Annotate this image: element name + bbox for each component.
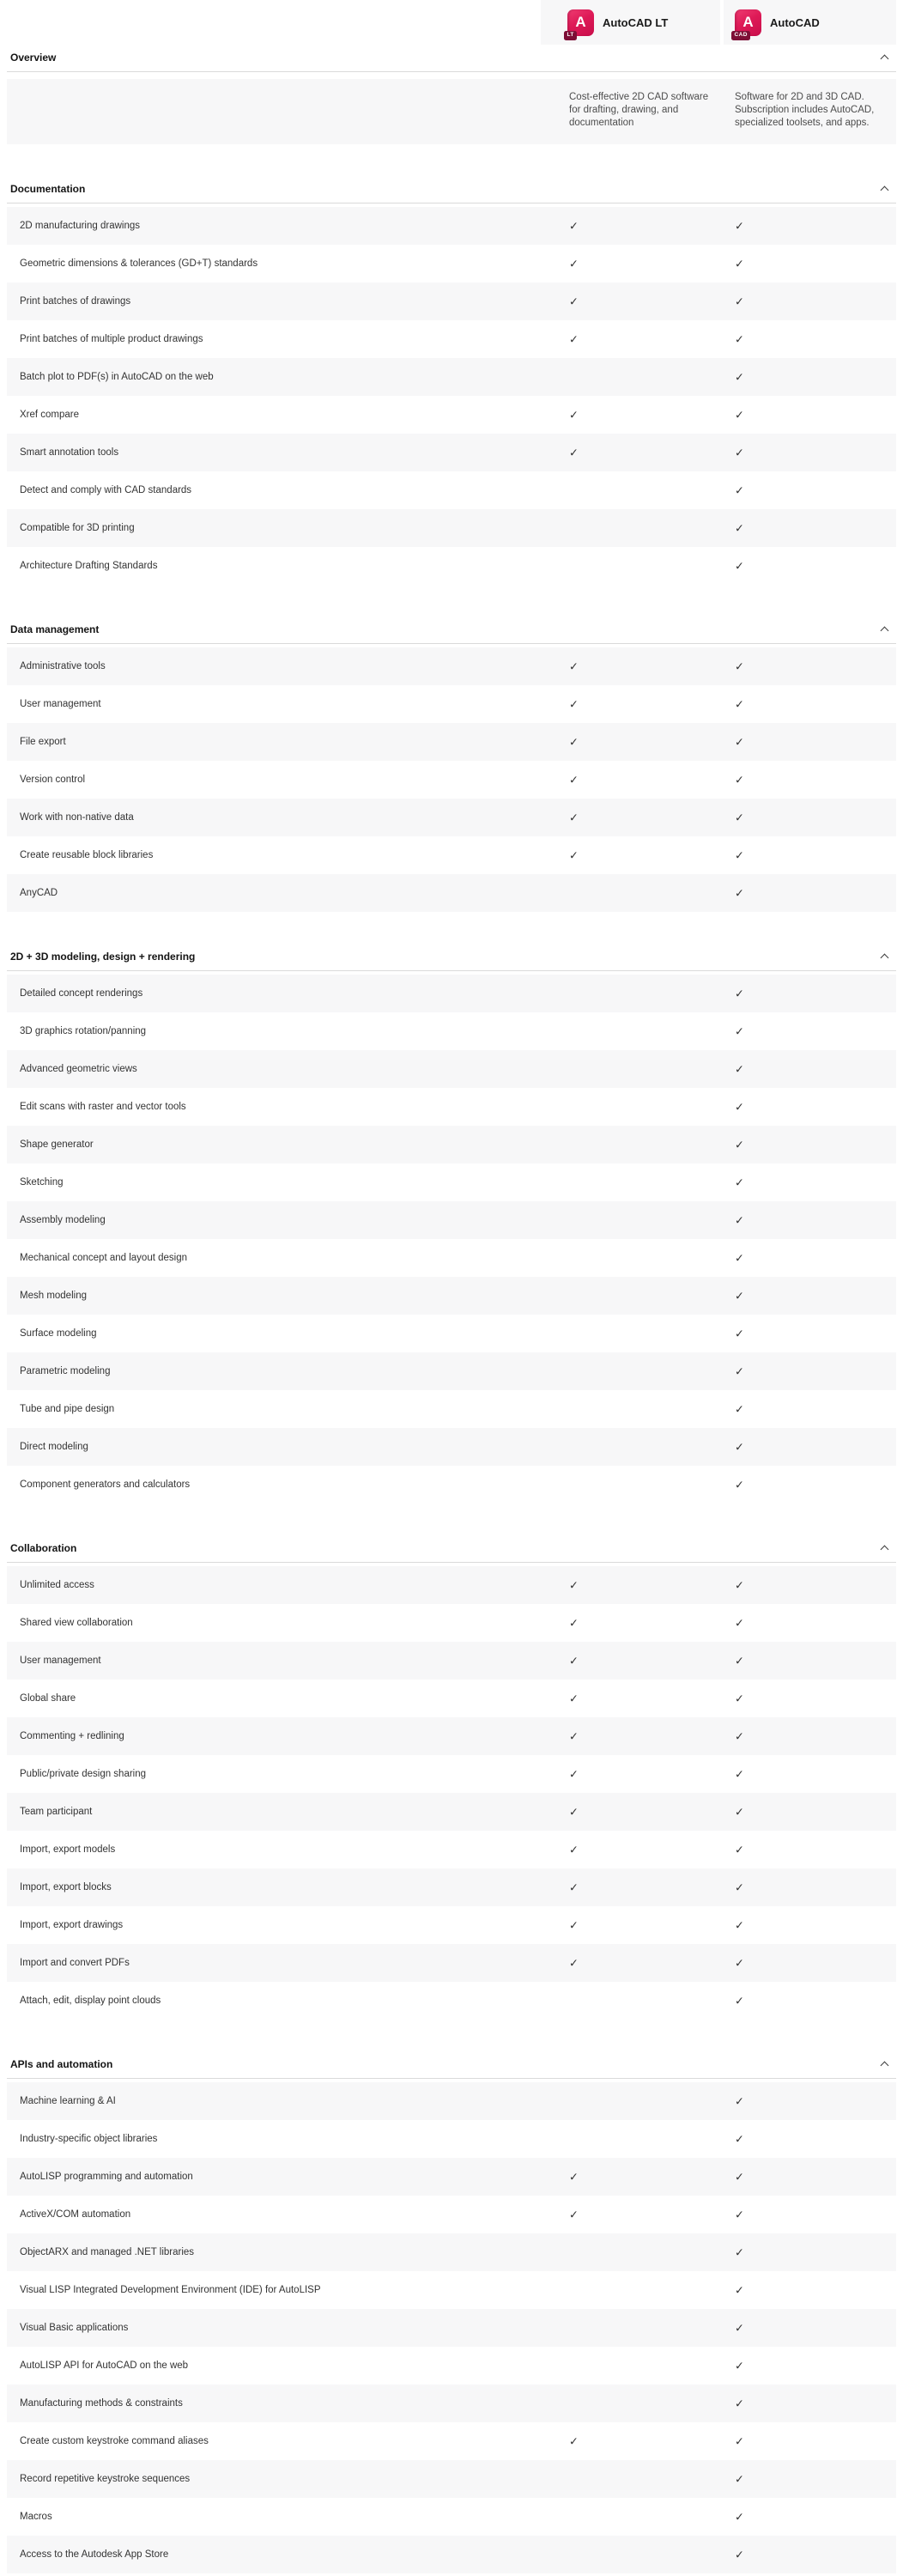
check-icon-autocad: ✓ [735,2359,744,2372]
autocad-lt-logo-icon [567,9,594,36]
check-icon-autocad-lt: ✓ [569,1805,579,1819]
check-icon-autocad: ✓ [735,848,744,862]
chevron-up-icon[interactable] [881,627,889,635]
feature-label: Xref compare [20,410,80,420]
feature-label: Access to the Autodesk App Store [20,2549,169,2560]
feature-row [7,723,896,761]
section-apis-and-automation [7,2058,896,2573]
check-icon-autocad-lt: ✓ [569,2170,579,2184]
section-title: Data management [10,623,100,635]
section-header-overview[interactable] [7,52,896,72]
check-icon-autocad: ✓ [735,1578,744,1592]
feature-label: Tube and pipe design [20,1404,115,1414]
feature-row [7,1163,896,1201]
feature-row [7,471,896,509]
feature-row [7,2309,896,2347]
check-icon-autocad-lt: ✓ [569,1729,579,1743]
check-icon-autocad: ✓ [735,1918,744,1932]
feature-row [7,1126,896,1163]
check-icon-autocad-lt: ✓ [569,848,579,862]
feature-row [7,283,896,320]
check-icon-autocad: ✓ [735,1327,744,1340]
feature-row [7,245,896,283]
check-icon-autocad: ✓ [735,1440,744,1454]
feature-label: Import and convert PDFs [20,1958,130,1968]
check-icon-autocad-lt: ✓ [569,811,579,824]
check-icon-autocad-lt: ✓ [569,659,579,673]
check-icon-autocad: ✓ [735,2510,744,2524]
feature-label: Import, export models [20,1844,116,1855]
feature-label: Team participant [20,1807,93,1817]
section-title: Documentation [10,183,86,195]
check-icon-autocad: ✓ [735,1654,744,1668]
check-icon-autocad: ✓ [735,1729,744,1743]
feature-label: Detect and comply with CAD standards [20,485,192,495]
check-icon-autocad: ✓ [735,332,744,346]
feature-label: ActiveX/COM automation [20,2209,131,2220]
feature-row [7,799,896,836]
check-icon-autocad: ✓ [735,2170,744,2184]
check-icon-autocad: ✓ [735,2283,744,2297]
feature-label: Architecture Drafting Standards [20,561,158,571]
product-description-acad: Software for 2D and 3D CAD. Subscription includes AutoCAD, specialized toolsets, and apps. [735,92,875,128]
feature-label: Shared view collaboration [20,1618,133,1628]
check-icon-autocad: ✓ [735,1805,744,1819]
feature-label: Public/private design sharing [20,1769,147,1779]
check-icon-autocad-lt: ✓ [569,446,579,459]
feature-row [7,1315,896,1352]
feature-label: Mechanical concept and layout design [20,1253,187,1263]
feature-label: User management [20,699,101,709]
feature-label: Batch plot to PDF(s) in AutoCAD on the web [20,372,214,382]
section-overview [7,52,896,144]
feature-row [7,2385,896,2422]
feature-label: AnyCAD [20,888,58,898]
chevron-up-icon[interactable] [881,1546,889,1554]
feature-label: Mesh modeling [20,1291,87,1301]
section-title: Collaboration [10,1542,77,1554]
product-header-autocad-lt [541,0,720,45]
feature-row [7,547,896,585]
check-icon-autocad: ✓ [735,1364,744,1378]
feature-row [7,1428,896,1466]
feature-row [7,2271,896,2309]
feature-label: AutoLISP API for AutoCAD on the web [20,2360,189,2371]
feature-label: Shape generator [20,1139,94,1150]
section-header-documentation[interactable] [7,183,896,204]
feature-row [7,1831,896,1868]
feature-row [7,1390,896,1428]
check-icon-autocad-lt: ✓ [569,295,579,308]
feature-rows [7,2082,896,2573]
check-icon-autocad: ✓ [735,659,744,673]
check-icon-autocad: ✓ [735,886,744,900]
feature-row [7,2498,896,2536]
feature-row [7,1906,896,1944]
product-name: AutoCAD LT [603,15,669,29]
check-icon-autocad-lt: ✓ [569,1767,579,1781]
feature-label: Print batches of drawings [20,296,131,307]
check-icon-autocad: ✓ [735,1289,744,1303]
check-icon-autocad-lt: ✓ [569,773,579,787]
check-icon-autocad: ✓ [735,2434,744,2448]
feature-row [7,396,896,434]
feature-label: Work with non-native data [20,812,134,823]
check-icon-autocad: ✓ [735,1692,744,1705]
feature-row [7,1201,896,1239]
check-icon-autocad: ✓ [735,295,744,308]
check-icon-autocad-lt: ✓ [569,1654,579,1668]
feature-row [7,1604,896,1642]
check-icon-autocad-lt: ✓ [569,697,579,711]
check-icon-autocad: ✓ [735,735,744,749]
check-icon-autocad-lt: ✓ [569,1918,579,1932]
feature-rows [7,1566,896,2020]
feature-row [7,874,896,912]
feature-label: 2D manufacturing drawings [20,221,140,231]
feature-label: Manufacturing methods & constraints [20,2398,183,2409]
feature-label: Machine learning & AI [20,2096,116,2106]
feature-row [7,2120,896,2158]
check-icon-autocad: ✓ [735,697,744,711]
feature-label: Direct modeling [20,1442,88,1452]
feature-row [7,1239,896,1277]
logo-letter: A [742,13,754,30]
section-header-2d-3d-modeling-design-rendering[interactable] [7,951,896,971]
feature-label: Industry-specific object libraries [20,2134,158,2144]
chevron-up-icon[interactable] [881,186,889,195]
check-icon-autocad: ✓ [735,1478,744,1492]
feature-row [7,836,896,874]
feature-label: Macros [20,2512,52,2522]
feature-label: Record repetitive keystroke sequences [20,2474,191,2484]
feature-label: 3D graphics rotation/panning [20,1026,147,1036]
product-descriptions-row [7,79,896,144]
check-icon-autocad: ✓ [735,2132,744,2146]
feature-label: Parametric modeling [20,1366,111,1376]
check-icon-autocad-lt: ✓ [569,1578,579,1592]
check-icon-autocad-lt: ✓ [569,219,579,233]
feature-row [7,434,896,471]
feature-label: Import, export drawings [20,1920,124,1930]
feature-row [7,320,896,358]
feature-label: Assembly modeling [20,1215,106,1225]
check-icon-autocad: ✓ [735,1956,744,1970]
feature-row [7,1050,896,1088]
product-header-autocad [724,0,896,45]
feature-row [7,2536,896,2573]
feature-label: Print batches of multiple product drawings [20,334,203,344]
feature-row [7,1352,896,1390]
feature-row [7,1793,896,1831]
check-icon-autocad-lt: ✓ [569,735,579,749]
section-2d-3d-modeling-design-rendering [7,951,896,1504]
check-icon-autocad: ✓ [735,987,744,1000]
check-icon-autocad-lt: ✓ [569,1843,579,1856]
feature-row [7,1566,896,1604]
check-icon-autocad-lt: ✓ [569,332,579,346]
feature-label: Unlimited access [20,1580,94,1590]
section-collaboration [7,1542,896,2020]
feature-row [7,1277,896,1315]
section-header-collaboration[interactable] [7,1542,896,1563]
feature-label: File export [20,737,66,747]
check-icon-autocad: ✓ [735,2321,744,2335]
section-title: 2D + 3D modeling, design + rendering [10,951,196,963]
feature-row [7,1088,896,1126]
feature-label: Import, export blocks [20,1882,112,1893]
feature-row [7,685,896,723]
feature-row [7,2196,896,2233]
feature-row [7,2233,896,2271]
feature-row [7,2347,896,2385]
feature-row [7,1642,896,1680]
chevron-up-icon[interactable] [881,2062,889,2070]
check-icon-autocad-lt: ✓ [569,1692,579,1705]
feature-label: Geometric dimensions & tolerances (GD+T) standards [20,258,258,269]
check-icon-autocad: ✓ [735,1616,744,1630]
check-icon-autocad: ✓ [735,1251,744,1265]
check-icon-autocad: ✓ [735,811,744,824]
check-icon-autocad: ✓ [735,257,744,270]
feature-label: Commenting + redlining [20,1731,124,1741]
feature-row [7,2422,896,2460]
feature-rows [7,647,896,912]
feature-row [7,647,896,685]
section-header-apis-and-automation[interactable] [7,2058,896,2079]
check-icon-autocad: ✓ [735,1767,744,1781]
check-icon-autocad: ✓ [735,483,744,497]
feature-row [7,2158,896,2196]
feature-row [7,1680,896,1717]
feature-label: Component generators and calculators [20,1479,191,1490]
feature-label: Compatible for 3D printing [20,523,135,533]
check-icon-autocad: ✓ [735,408,744,422]
check-icon-autocad: ✓ [735,1024,744,1038]
check-icon-autocad-lt: ✓ [569,408,579,422]
feature-label: Create reusable block libraries [20,850,154,860]
feature-row [7,1944,896,1982]
feature-rows [7,975,896,1504]
feature-label: User management [20,1656,101,1666]
section-title: Overview [10,52,57,64]
feature-label: Visual LISP Integrated Development Environment (IDE) for AutoLISP [20,2285,321,2295]
check-icon-autocad: ✓ [735,2397,744,2410]
check-icon-autocad: ✓ [735,2208,744,2221]
section-documentation [7,183,896,585]
check-icon-autocad-lt: ✓ [569,1616,579,1630]
chevron-up-icon[interactable] [881,954,889,963]
feature-row [7,207,896,245]
feature-label: Smart annotation tools [20,447,119,458]
feature-row [7,2082,896,2120]
product-name: AutoCAD [770,15,820,29]
check-icon-autocad: ✓ [735,1994,744,2008]
feature-label: ObjectARX and managed .NET libraries [20,2247,195,2257]
feature-row [7,509,896,547]
feature-row [7,975,896,1012]
feature-rows [7,207,896,585]
check-icon-autocad: ✓ [735,521,744,535]
sections [7,52,896,2573]
check-icon-autocad-lt: ✓ [569,2434,579,2448]
section-title: APIs and automation [10,2058,113,2070]
feature-label: AutoLISP programming and automation [20,2172,193,2182]
feature-label: Administrative tools [20,661,106,671]
feature-label: Global share [20,1693,76,1704]
check-icon-autocad: ✓ [735,1402,744,1416]
check-icon-autocad: ✓ [735,1100,744,1114]
check-icon-autocad-lt: ✓ [569,257,579,270]
check-icon-autocad: ✓ [735,1213,744,1227]
check-icon-autocad: ✓ [735,2548,744,2561]
feature-row [7,1755,896,1793]
feature-row [7,2460,896,2498]
products-header [7,0,896,45]
chevron-up-icon[interactable] [881,55,889,64]
check-icon-autocad: ✓ [735,446,744,459]
check-icon-autocad: ✓ [735,1843,744,1856]
feature-label: Sketching [20,1177,64,1188]
feature-row [7,1982,896,2020]
logo-letter: A [575,13,586,30]
check-icon-autocad: ✓ [735,2094,744,2108]
logo-badge: CAD [731,31,750,40]
check-icon-autocad: ✓ [735,2472,744,2486]
check-icon-autocad: ✓ [735,1176,744,1189]
check-icon-autocad-lt: ✓ [569,1956,579,1970]
check-icon-autocad: ✓ [735,773,744,787]
logo-badge: LT [564,31,577,40]
check-icon-autocad: ✓ [735,219,744,233]
check-icon-autocad: ✓ [735,1062,744,1076]
feature-label: Visual Basic applications [20,2323,129,2333]
autocad-logo-icon [735,9,761,36]
feature-label: Create custom keystroke command aliases [20,2436,209,2446]
check-icon-autocad-lt: ✓ [569,2208,579,2221]
check-icon-autocad: ✓ [735,1138,744,1151]
check-icon-autocad: ✓ [735,559,744,573]
product-description-lt: Cost-effective 2D CAD software for drafting, drawing, and documentation [569,92,709,128]
feature-label: Advanced geometric views [20,1064,137,1074]
feature-row [7,761,896,799]
feature-label: Attach, edit, display point clouds [20,1996,161,2006]
feature-label: Version control [20,775,86,785]
feature-row [7,1012,896,1050]
check-icon-autocad: ✓ [735,2245,744,2259]
feature-row [7,1466,896,1504]
feature-label: Edit scans with raster and vector tools [20,1102,186,1112]
section-header-data-management[interactable] [7,623,896,644]
feature-row [7,1717,896,1755]
check-icon-autocad-lt: ✓ [569,1880,579,1894]
feature-row [7,358,896,396]
feature-label: Detailed concept renderings [20,988,143,999]
section-data-management [7,623,896,912]
check-icon-autocad: ✓ [735,370,744,384]
check-icon-autocad: ✓ [735,1880,744,1894]
feature-label: Surface modeling [20,1328,97,1339]
feature-row [7,1868,896,1906]
